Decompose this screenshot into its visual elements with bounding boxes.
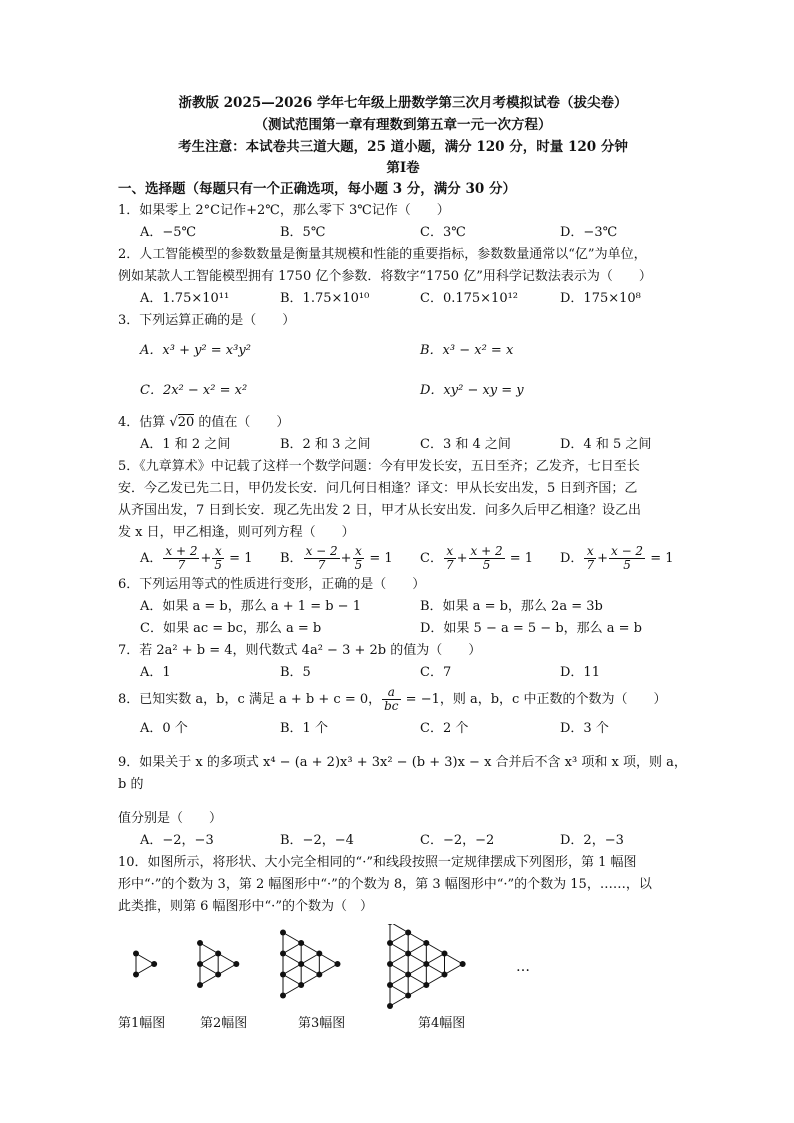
question-1-stem: 1．如果零上 2°C记作+2℃，那么零下 3℃记作（ ） (118, 203, 450, 218)
lattice-line (390, 933, 408, 944)
denominator: 7 (177, 558, 186, 572)
lattice-line (426, 964, 444, 975)
numerator: x (353, 545, 365, 559)
question-8-stem-a: 8．已知实数 a，b，c 满足 a + b + c = 0， (118, 692, 382, 707)
fraction (353, 545, 365, 572)
question-3-options-row-2 (118, 380, 688, 402)
lattice-line (301, 964, 319, 975)
pattern-dot (460, 961, 466, 967)
exam-title: 浙教版 2025—2026 学年七年级上册数学第三次月考模拟试卷（拔尖卷） (178, 95, 628, 111)
denominator: 5 (214, 558, 223, 572)
fraction (444, 545, 456, 572)
option-c[interactable]: C．7 (420, 665, 452, 680)
pattern-dot (405, 951, 411, 957)
lattice-line (283, 985, 301, 996)
option-d[interactable]: D． $\frac{x}{7}$ + $\frac{x - 2}{5}$ = 1 (560, 544, 674, 572)
lattice-line (426, 954, 444, 965)
lattice-line (408, 964, 426, 975)
lattice-line (218, 964, 236, 975)
pattern-dot (280, 951, 286, 957)
option-b[interactable]: B．5℃ (280, 225, 326, 240)
numerator: x (444, 545, 456, 559)
pattern-dot (334, 961, 340, 967)
option-a[interactable]: A．−2，−3 (140, 833, 214, 848)
option-d[interactable]: D．如果 5 − a = 5 − b，那么 a = b (420, 621, 643, 636)
pattern-dot (405, 930, 411, 936)
option-c[interactable]: C．−2，−2 (420, 833, 495, 848)
option-a[interactable]: A．如果 a = b，那么 a + 1 = b − 1 (140, 599, 361, 614)
fraction (469, 545, 505, 572)
option-a[interactable]: A．−5℃ (140, 225, 197, 240)
ellipsis: … (516, 959, 530, 975)
pattern-dot (441, 972, 447, 978)
option-d[interactable]: D．2，−3 (560, 833, 624, 848)
numerator: x + 2 (470, 544, 503, 558)
caption-figure-2: 第2幅图 (200, 1016, 248, 1031)
lattice-line (200, 964, 218, 975)
pattern-dot (387, 982, 393, 988)
pattern-dot (197, 961, 203, 967)
denominator: 5 (354, 558, 363, 572)
pattern-dot (133, 951, 139, 957)
question-4-stem-a: 4．估算 (118, 415, 170, 430)
pattern-dot (133, 972, 139, 978)
option-c[interactable]: C．3℃ (420, 225, 466, 240)
lattice-line (390, 975, 408, 986)
caption-figure-3: 第3幅图 (298, 1016, 346, 1031)
denominator: 7 (586, 558, 595, 572)
option-c[interactable]: C．0.175×10¹² (420, 291, 519, 306)
numerator: x − 2 (305, 544, 338, 558)
question-7-options (118, 662, 688, 684)
equation-rhs: = 1 (509, 551, 534, 566)
lattice-line (390, 964, 408, 975)
option-label: B． (280, 551, 303, 566)
denominator: 5 (482, 558, 491, 572)
question-6-options-row-2 (118, 618, 688, 640)
lattice-line (301, 943, 319, 954)
exam-page (118, 92, 688, 1036)
question-5-options (118, 544, 688, 574)
option-b[interactable]: B．如果 a = b，那么 2a = 3b (420, 599, 603, 614)
denominator: bc (384, 699, 399, 713)
question-10-stem-line-2: 形中“·”的个数为 3，第 2 幅图形中“·”的个数为 8，第 3 幅图形中“·”的个数为 15，……，以 (118, 877, 652, 892)
lattice-line (319, 954, 337, 965)
pattern-dot (151, 961, 157, 967)
option-d[interactable]: D．−3℃ (560, 225, 618, 240)
lattice-line (301, 975, 319, 986)
lattice-line (200, 943, 218, 954)
question-6-stem: 6．下列运用等式的性质进行变形，正确的是（ ） (118, 577, 426, 592)
lattice-line (390, 996, 408, 1007)
lattice-line (444, 964, 462, 975)
question-6-options-row-1 (118, 596, 688, 618)
fraction (382, 686, 400, 713)
pattern-dot (423, 982, 429, 988)
lattice-line (283, 954, 301, 965)
question-5-stem-line-2: 安．今乙发已先二日，甲仍发长安．问几何日相逢？译文：甲从长安出发，5 日到齐国；乙 (118, 481, 638, 496)
question-4-options (118, 434, 688, 456)
numerator: x (584, 545, 596, 559)
pattern-figure-2 (200, 943, 236, 985)
pattern-dot (215, 951, 221, 957)
option-a[interactable]: A．1.75×10¹¹ (140, 291, 230, 306)
numerator: x + 2 (165, 544, 198, 558)
equation-rhs: = 1 (229, 551, 253, 566)
lattice-line (218, 954, 236, 965)
question-9-stem-line-2: 值分别是（ ） (118, 811, 223, 826)
caption-figure-4: 第4幅图 (418, 1016, 466, 1031)
pattern-dot (280, 972, 286, 978)
lattice-line (283, 933, 301, 944)
exam-notice: 考生注意：本试卷共三道大题，25 道小题，满分 120 分，时量 120 分钟 (178, 139, 628, 155)
option-d[interactable]: D．175×10⁸ (560, 291, 641, 306)
question-8-stem (118, 684, 688, 716)
lattice-line (390, 924, 408, 933)
pattern-dot (387, 961, 393, 967)
lattice-line (390, 954, 408, 965)
pattern-dot (233, 961, 239, 967)
denominator: 7 (445, 558, 454, 572)
option-b[interactable]: B．1 个 (280, 721, 328, 736)
pattern-dot (423, 940, 429, 946)
question-8-stem-b: = −1，则 a，b，c 中正数的个数为（ ） (401, 692, 667, 707)
option-c[interactable]: C．2 个 (420, 721, 469, 736)
exam-subtitle: （测试范围第一章有理数到第五章一元一次方程） (254, 117, 552, 133)
option-d[interactable]: D．4 和 5 之间 (560, 437, 652, 452)
lattice-line (301, 954, 319, 965)
question-9-stem-line-1: 9．如果关于 x 的多项式 x⁴ − (a + 2)x³ + 3x² − (b + 3)x − x 合并后不含 x³ 项和 x 项，则 a，b 的 (118, 755, 687, 792)
lattice-line (408, 975, 426, 986)
pattern-dot (280, 930, 286, 936)
option-a[interactable]: A．1 和 2 之间 (140, 437, 231, 452)
lattice-line (136, 964, 154, 975)
option-d[interactable]: D．xy² − xy = y (420, 383, 524, 398)
option-a[interactable]: A． $\frac{x + 2}{7}$ + $\frac{x}{5}$ = 1 (140, 544, 253, 572)
question-9-options (118, 830, 688, 852)
lattice-line (390, 943, 408, 954)
question-4-stem (118, 412, 688, 434)
lattice-line (200, 954, 218, 965)
pattern-dot (423, 961, 429, 967)
option-b[interactable]: B．5 (280, 665, 311, 680)
pattern-diagram (118, 924, 688, 1014)
section-title: 一、选择题（每题只有一个正确选项，每小题 3 分，满分 30 分） (118, 181, 516, 197)
question-10-stem-line-3: 此类推，则第 6 幅图形中“·”的个数为（ ） (118, 899, 373, 914)
fraction (584, 545, 596, 572)
pattern-dot (441, 951, 447, 957)
question-5-stem-line-1: 5．《九章算术》中记载了这样一个数学问题：今有甲发长安，五日至齐；乙发齐，七日至长 (118, 459, 640, 474)
denominator: 7 (317, 558, 326, 572)
question-7-stem: 7．若 2a² + b = 4，则代数式 4a² − 3 + 2b 的值为（ ） (118, 643, 482, 658)
pattern-dot (298, 961, 304, 967)
fraction (212, 545, 224, 572)
lattice-line (390, 985, 408, 996)
pattern-dot (316, 972, 322, 978)
pattern-dot (280, 993, 286, 999)
pattern-dot (387, 940, 393, 946)
lattice-line (426, 943, 444, 954)
numerator: x (212, 545, 224, 559)
fraction (304, 545, 340, 572)
pattern-dot (405, 972, 411, 978)
denominator: 5 (623, 558, 631, 572)
numerator: x − 2 (610, 544, 644, 558)
lattice-line (200, 975, 218, 986)
lattice-line (136, 954, 154, 965)
lattice-line (408, 985, 426, 996)
question-3-stem: 3．下列运算正确的是（ ） (118, 313, 296, 328)
volume-label: 第Ⅰ卷 (386, 160, 420, 176)
option-b[interactable]: B．x³ − x² = x (420, 343, 514, 358)
fraction (163, 545, 199, 572)
option-a[interactable]: A．0 个 (140, 721, 188, 736)
lattice-line (319, 964, 337, 975)
option-c[interactable]: C．如果 ac = bc，那么 a = b (140, 621, 322, 636)
lattice-line (283, 975, 301, 986)
pattern-figures (118, 924, 688, 1014)
numerator: a (382, 686, 400, 700)
lattice-line (444, 954, 462, 965)
question-10-stem-line-1: 10．如图所示，将形状、大小完全相同的“·”和线段按照一定规律摆成下列图形，第 1 幅图 (118, 855, 637, 870)
option-b[interactable]: B． $\frac{x - 2}{7}$ + $\frac{x}{5}$ = 1 (280, 544, 393, 572)
option-a[interactable]: A．1 (140, 665, 171, 680)
pattern-dot (298, 940, 304, 946)
option-b[interactable]: B．−2，−4 (280, 833, 354, 848)
question-5-stem-line-3: 从齐国出发，7 日到长安．现乙先出发 2 日，甲才从长安出发．问多久后甲乙相逢？设乙出 (118, 503, 641, 518)
fraction (609, 545, 645, 572)
option-d[interactable]: D．11 (560, 665, 600, 680)
equation-rhs: = 1 (650, 551, 674, 566)
option-b[interactable]: B．2 和 3 之间 (280, 437, 371, 452)
question-3-options-row-1 (118, 340, 688, 362)
pattern-dot (197, 940, 203, 946)
lattice-line (283, 964, 301, 975)
question-2-stem-line-2: 例如某款人工智能模型拥有 1750 亿个参数．将数字“1750 亿”用科学记数法表示为（ ） (118, 269, 652, 284)
equation-rhs: = 1 (369, 551, 393, 566)
lattice-line (283, 943, 301, 954)
option-d[interactable]: D．3 个 (560, 721, 609, 736)
lattice-line (408, 954, 426, 965)
radicand: 20 (177, 415, 195, 430)
pattern-dot (387, 1003, 393, 1009)
question-1-options (118, 222, 688, 244)
option-b[interactable]: B．1.75×10¹⁰ (280, 291, 370, 306)
figure-captions (118, 1014, 688, 1036)
pattern-dot (298, 982, 304, 988)
question-2-options (118, 288, 688, 310)
question-8-options (118, 716, 688, 742)
pattern-dot (405, 993, 411, 999)
option-c[interactable]: C． $\frac{x}{7}$ + $\frac{x + 2}{5}$ = 1 (420, 544, 534, 572)
option-c[interactable]: C．2x² − x² = x² (140, 383, 248, 398)
pattern-dot (215, 972, 221, 978)
lattice-line (426, 975, 444, 986)
pattern-dot (387, 924, 393, 925)
pattern-figure-3 (283, 933, 337, 996)
question-4-stem-b: 的值在（ ） (194, 415, 290, 430)
option-c[interactable]: C．3 和 4 之间 (420, 437, 511, 452)
pattern-dot (197, 982, 203, 988)
lattice-line (408, 933, 426, 944)
pattern-dot (316, 951, 322, 957)
sqrt-icon: √ (169, 415, 178, 430)
question-2-stem-line-1: 2．人工智能模型的参数数量是衡量其规模和性能的重要指标，参数数量通常以“亿”为单位， (118, 247, 647, 262)
option-label: A． (140, 551, 163, 566)
caption-figure-1: 第1幅图 (118, 1016, 166, 1031)
option-a[interactable]: A．x³ + y² = x³y² (140, 343, 251, 358)
option-label: C． (420, 551, 443, 566)
option-label: D． (560, 551, 584, 566)
lattice-line (408, 943, 426, 954)
question-5-stem-line-4: 发 x 日，甲乙相逢，则可列方程（ ） (118, 525, 355, 540)
